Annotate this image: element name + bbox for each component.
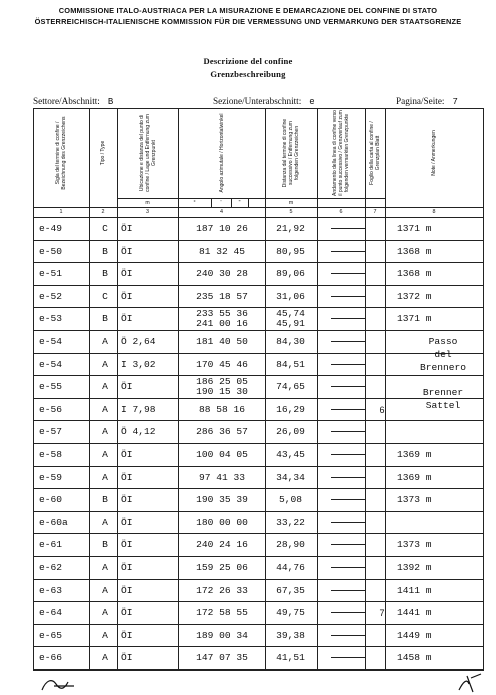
point-type: A	[102, 426, 108, 438]
note-line: Sattel	[425, 400, 461, 411]
distance: 74,65	[276, 381, 305, 393]
point-type: A	[102, 403, 108, 415]
point-id: e-65	[39, 629, 63, 641]
commission-title-german: ÖSTERREICHISCH-ITALIENISCHE KOMMISSION FÜR DIE VERMESSUNG UND VERMARKUNG DER STAATSGRENZE	[34, 17, 462, 26]
point-location: ÖI	[121, 268, 133, 280]
point-type: B	[102, 539, 108, 551]
line-course-dash	[323, 534, 373, 556]
azimuth-angle: 187 10 26	[196, 223, 248, 234]
elevation-note: 1441 m	[397, 607, 432, 619]
distance: 34,34	[276, 471, 305, 483]
unit-minute: '	[220, 200, 222, 206]
col-number: 4	[220, 209, 223, 215]
line-course-dash	[323, 331, 373, 353]
table-row	[33, 512, 484, 534]
line-course-dash	[323, 421, 373, 443]
point-location: ÖI	[121, 494, 133, 506]
distance-2: 45,91	[276, 318, 305, 330]
azimuth-angle: 88 58 16	[198, 403, 246, 415]
table-row	[33, 308, 484, 330]
distance: 44,76	[276, 562, 305, 573]
elevation-note: 1373 m	[397, 494, 432, 506]
point-location: ÖI	[121, 471, 133, 483]
azimuth-angle-2: 241 00 16	[196, 318, 248, 330]
line-course-dash	[323, 625, 373, 647]
point-id: e-53	[39, 313, 63, 325]
point-id: e-54	[39, 358, 63, 370]
point-location: Ö 2,64	[121, 336, 156, 347]
point-type: B	[102, 245, 108, 257]
table-row	[33, 534, 484, 556]
table-row	[33, 263, 484, 285]
table-row	[33, 421, 484, 443]
point-id: e-56	[39, 403, 63, 415]
point-type: C	[102, 290, 108, 302]
distance: 80,95	[276, 245, 305, 257]
col-header-type: Tipo / Type	[100, 140, 106, 166]
settore-field	[33, 96, 113, 107]
line-course-dash	[323, 602, 373, 624]
unit-second: "	[238, 200, 241, 206]
pass-name-note	[403, 335, 483, 412]
point-id: e-62	[39, 562, 63, 573]
point-type: B	[102, 494, 108, 506]
point-location: ÖI	[121, 516, 133, 528]
settore-label: Settore/Abschnitt:	[33, 96, 100, 106]
distance: 26,09	[276, 426, 305, 438]
boundary-table	[33, 108, 484, 671]
point-location: ÖI	[121, 313, 133, 325]
point-type: C	[102, 223, 108, 234]
elevation-note: 1371 m	[397, 223, 432, 234]
sezione-label: Sezione/Unterabschnitt:	[213, 96, 302, 106]
col-header-sheet: Foglio della carta al confine / Grenzplan Blatt	[369, 121, 381, 185]
col-number: 3	[146, 209, 149, 215]
table-row	[33, 241, 484, 263]
distance: 89,06	[276, 268, 305, 280]
point-location: I 7,98	[121, 403, 156, 415]
azimuth-angle: 172 26 33	[196, 584, 248, 596]
sheet-number: 7	[379, 608, 385, 619]
elevation-note: 1369 m	[397, 471, 432, 483]
note-line: del	[434, 349, 452, 360]
line-course-dash	[323, 489, 373, 511]
distance: 33,22	[276, 516, 305, 528]
point-id: e-50	[39, 245, 63, 257]
point-id: e-64	[39, 607, 63, 619]
col-number: 2	[101, 209, 105, 215]
point-id: e-54	[39, 336, 63, 347]
table-row	[33, 467, 484, 489]
col-number: 5	[289, 209, 293, 215]
azimuth-angle: 97 41 33	[198, 471, 246, 483]
distance	[266, 309, 315, 331]
line-course-dash	[323, 512, 373, 534]
point-type: A	[102, 584, 108, 596]
signature-left	[40, 676, 80, 694]
col-header-notes: Note / Anmerkungen	[431, 130, 437, 176]
col-header-distance: Distanza dal termine di confine successivo / Entfernung zum folgenden Grenzzeichen	[282, 118, 300, 188]
pagina-field	[396, 96, 458, 107]
point-location: ÖI	[121, 539, 133, 551]
elevation-note: 1369 m	[397, 449, 432, 460]
col-header-location: Ubicazione e distanza del punto di confine / Lage und Entfernung zum Grenzpunkt	[138, 114, 157, 192]
point-location: I 3,02	[121, 358, 156, 370]
table-row	[33, 647, 484, 669]
note-line: Brenner	[422, 387, 464, 398]
table-row	[33, 489, 484, 511]
line-course-dash	[323, 467, 373, 489]
point-location: ÖI	[121, 629, 133, 641]
point-id: e-60a	[39, 516, 68, 528]
unit-m-distance: m	[288, 200, 294, 206]
unit-m: m	[145, 200, 150, 206]
azimuth-angle: 170 45 46	[196, 358, 248, 370]
point-type: A	[102, 516, 108, 528]
point-id: e-57	[39, 426, 63, 438]
point-location: ÖI	[121, 290, 133, 302]
elevation-note: 1372 m	[397, 290, 432, 302]
azimuth-angle: 189 00 34	[196, 629, 248, 641]
azimuth-angle: 190 35 39	[196, 494, 248, 506]
azimuth-angle: 240 30 28	[196, 268, 248, 280]
point-location: ÖI	[121, 381, 133, 393]
elevation-note: 1371 m	[397, 313, 432, 325]
unit-degree: °	[193, 200, 196, 206]
sheet-number: 6	[379, 404, 385, 415]
azimuth-angle: 172 58 55	[196, 607, 248, 619]
distance: 43,45	[276, 449, 305, 460]
point-type: A	[102, 358, 108, 370]
azimuth-angle	[180, 309, 264, 331]
line-course-dash	[323, 354, 373, 376]
elevation-note: 1373 m	[397, 539, 432, 551]
azimuth-angle: 180 00 00	[196, 516, 248, 528]
col-number: 1	[59, 209, 63, 215]
point-type: A	[102, 629, 108, 641]
line-course-dash	[323, 647, 373, 669]
point-id: e-55	[39, 381, 63, 393]
point-id: e-66	[39, 652, 63, 664]
sezione-field	[213, 96, 315, 107]
elevation-note	[389, 512, 483, 534]
col-number: 6	[339, 209, 343, 215]
azimuth-angle-1: 186 25 05	[196, 377, 248, 388]
line-course-dash	[323, 241, 373, 263]
point-id: e-63	[39, 584, 63, 596]
table-row	[33, 602, 484, 624]
elevation-note: 1411 m	[397, 584, 432, 596]
point-location: Ö 4,12	[121, 426, 156, 438]
line-course-dash	[323, 376, 373, 398]
note-line: Brennero	[419, 362, 467, 373]
azimuth-angle-2: 190 15 30	[196, 386, 248, 398]
azimuth-angle: 240 24 16	[196, 539, 248, 551]
elevation-note: 1392 m	[397, 562, 432, 573]
distance: 28,90	[276, 539, 305, 551]
table-row	[33, 557, 484, 579]
pagina-value: 7	[452, 97, 458, 107]
point-location: ÖI	[121, 223, 133, 234]
signature-right	[455, 672, 485, 694]
azimuth-angle: 81 32 45	[198, 245, 246, 257]
distance-1: 45,74	[276, 309, 305, 320]
point-type: A	[102, 336, 108, 347]
line-course-dash	[323, 557, 373, 579]
elevation-note: 1458 m	[397, 652, 432, 664]
col-header-point: Sigla del termine di confine / Bezeichnung des Grenzzeichens	[55, 116, 67, 190]
elevation-note: 1368 m	[397, 268, 432, 280]
distance: 67,35	[276, 584, 305, 596]
azimuth-angle	[180, 377, 264, 399]
line-course-dash	[323, 263, 373, 285]
point-type: A	[102, 652, 108, 664]
azimuth-angle-1: 233 55 36	[196, 309, 248, 320]
distance: 39,38	[276, 629, 305, 641]
point-type: B	[102, 268, 108, 280]
distance: 84,51	[276, 358, 305, 370]
point-id: e-61	[39, 539, 63, 551]
point-id: e-58	[39, 449, 63, 460]
table-row	[33, 286, 484, 308]
point-location: ÖI	[121, 562, 133, 573]
point-location: ÖI	[121, 584, 133, 596]
point-id: e-59	[39, 471, 63, 483]
distance: 41,51	[276, 652, 305, 664]
azimuth-angle: 147 07 35	[196, 652, 248, 664]
col-header-line-course: Andamento della linea di confine verso il punto successivo / Grenzverlauf zum folgenden vermarkten Grenzpunkte	[332, 110, 350, 196]
line-course-dash	[323, 399, 373, 421]
distance: 16,29	[276, 403, 305, 415]
table-row	[33, 444, 484, 466]
pagina-label: Pagina/Seite:	[396, 96, 445, 106]
point-location: ÖI	[121, 607, 133, 619]
point-location: ÖI	[121, 245, 133, 257]
line-course-dash	[323, 308, 373, 330]
line-course-dash	[323, 218, 373, 240]
point-type: A	[102, 449, 108, 460]
sezione-value: e	[309, 97, 315, 107]
settore-value: B	[107, 97, 114, 107]
azimuth-angle: 159 25 06	[196, 562, 248, 573]
distance: 5,08	[278, 494, 303, 506]
line-course-dash	[323, 580, 373, 602]
point-type: A	[102, 607, 108, 619]
col-header-angle: Angolo azimutale / Horizontalwinkel	[218, 113, 225, 193]
azimuth-angle: 235 18 57	[196, 290, 248, 302]
distance: 49,75	[276, 607, 305, 619]
point-id: e-49	[39, 223, 63, 234]
point-location: ÖI	[121, 652, 133, 664]
document-title-german: Grenzbeschreibung	[210, 69, 286, 79]
point-location: ÖI	[121, 449, 133, 460]
point-id: e-51	[39, 268, 63, 280]
col-number: 7	[373, 209, 377, 215]
distance: 84,30	[276, 336, 305, 347]
point-type: A	[102, 381, 108, 393]
line-course-dash	[323, 444, 373, 466]
table-row	[33, 218, 484, 240]
distance: 21,92	[276, 223, 305, 234]
table-row	[33, 625, 484, 647]
elevation-note: 1368 m	[397, 245, 432, 257]
point-id: e-60	[39, 494, 63, 506]
azimuth-angle: 181 40 50	[196, 336, 248, 347]
point-type: A	[102, 471, 108, 483]
azimuth-angle: 100 04 05	[196, 449, 248, 460]
elevation-note: 1449 m	[397, 629, 432, 641]
line-course-dash	[323, 286, 373, 308]
point-id: e-52	[39, 290, 63, 302]
table-row	[33, 580, 484, 602]
distance: 31,06	[276, 290, 305, 302]
col-number: 8	[432, 209, 436, 215]
point-type: A	[102, 562, 108, 573]
elevation-note	[389, 421, 483, 443]
azimuth-angle: 286 36 57	[196, 426, 248, 438]
document-title-italian: Descrizione del confine	[203, 56, 293, 66]
point-type: B	[102, 313, 108, 325]
commission-title-italian: COMMISSIONE ITALO-AUSTRIACA PER LA MISURAZIONE E DEMARCAZIONE DEL CONFINE DI STATO	[58, 6, 438, 15]
note-line: Passo	[428, 336, 458, 347]
